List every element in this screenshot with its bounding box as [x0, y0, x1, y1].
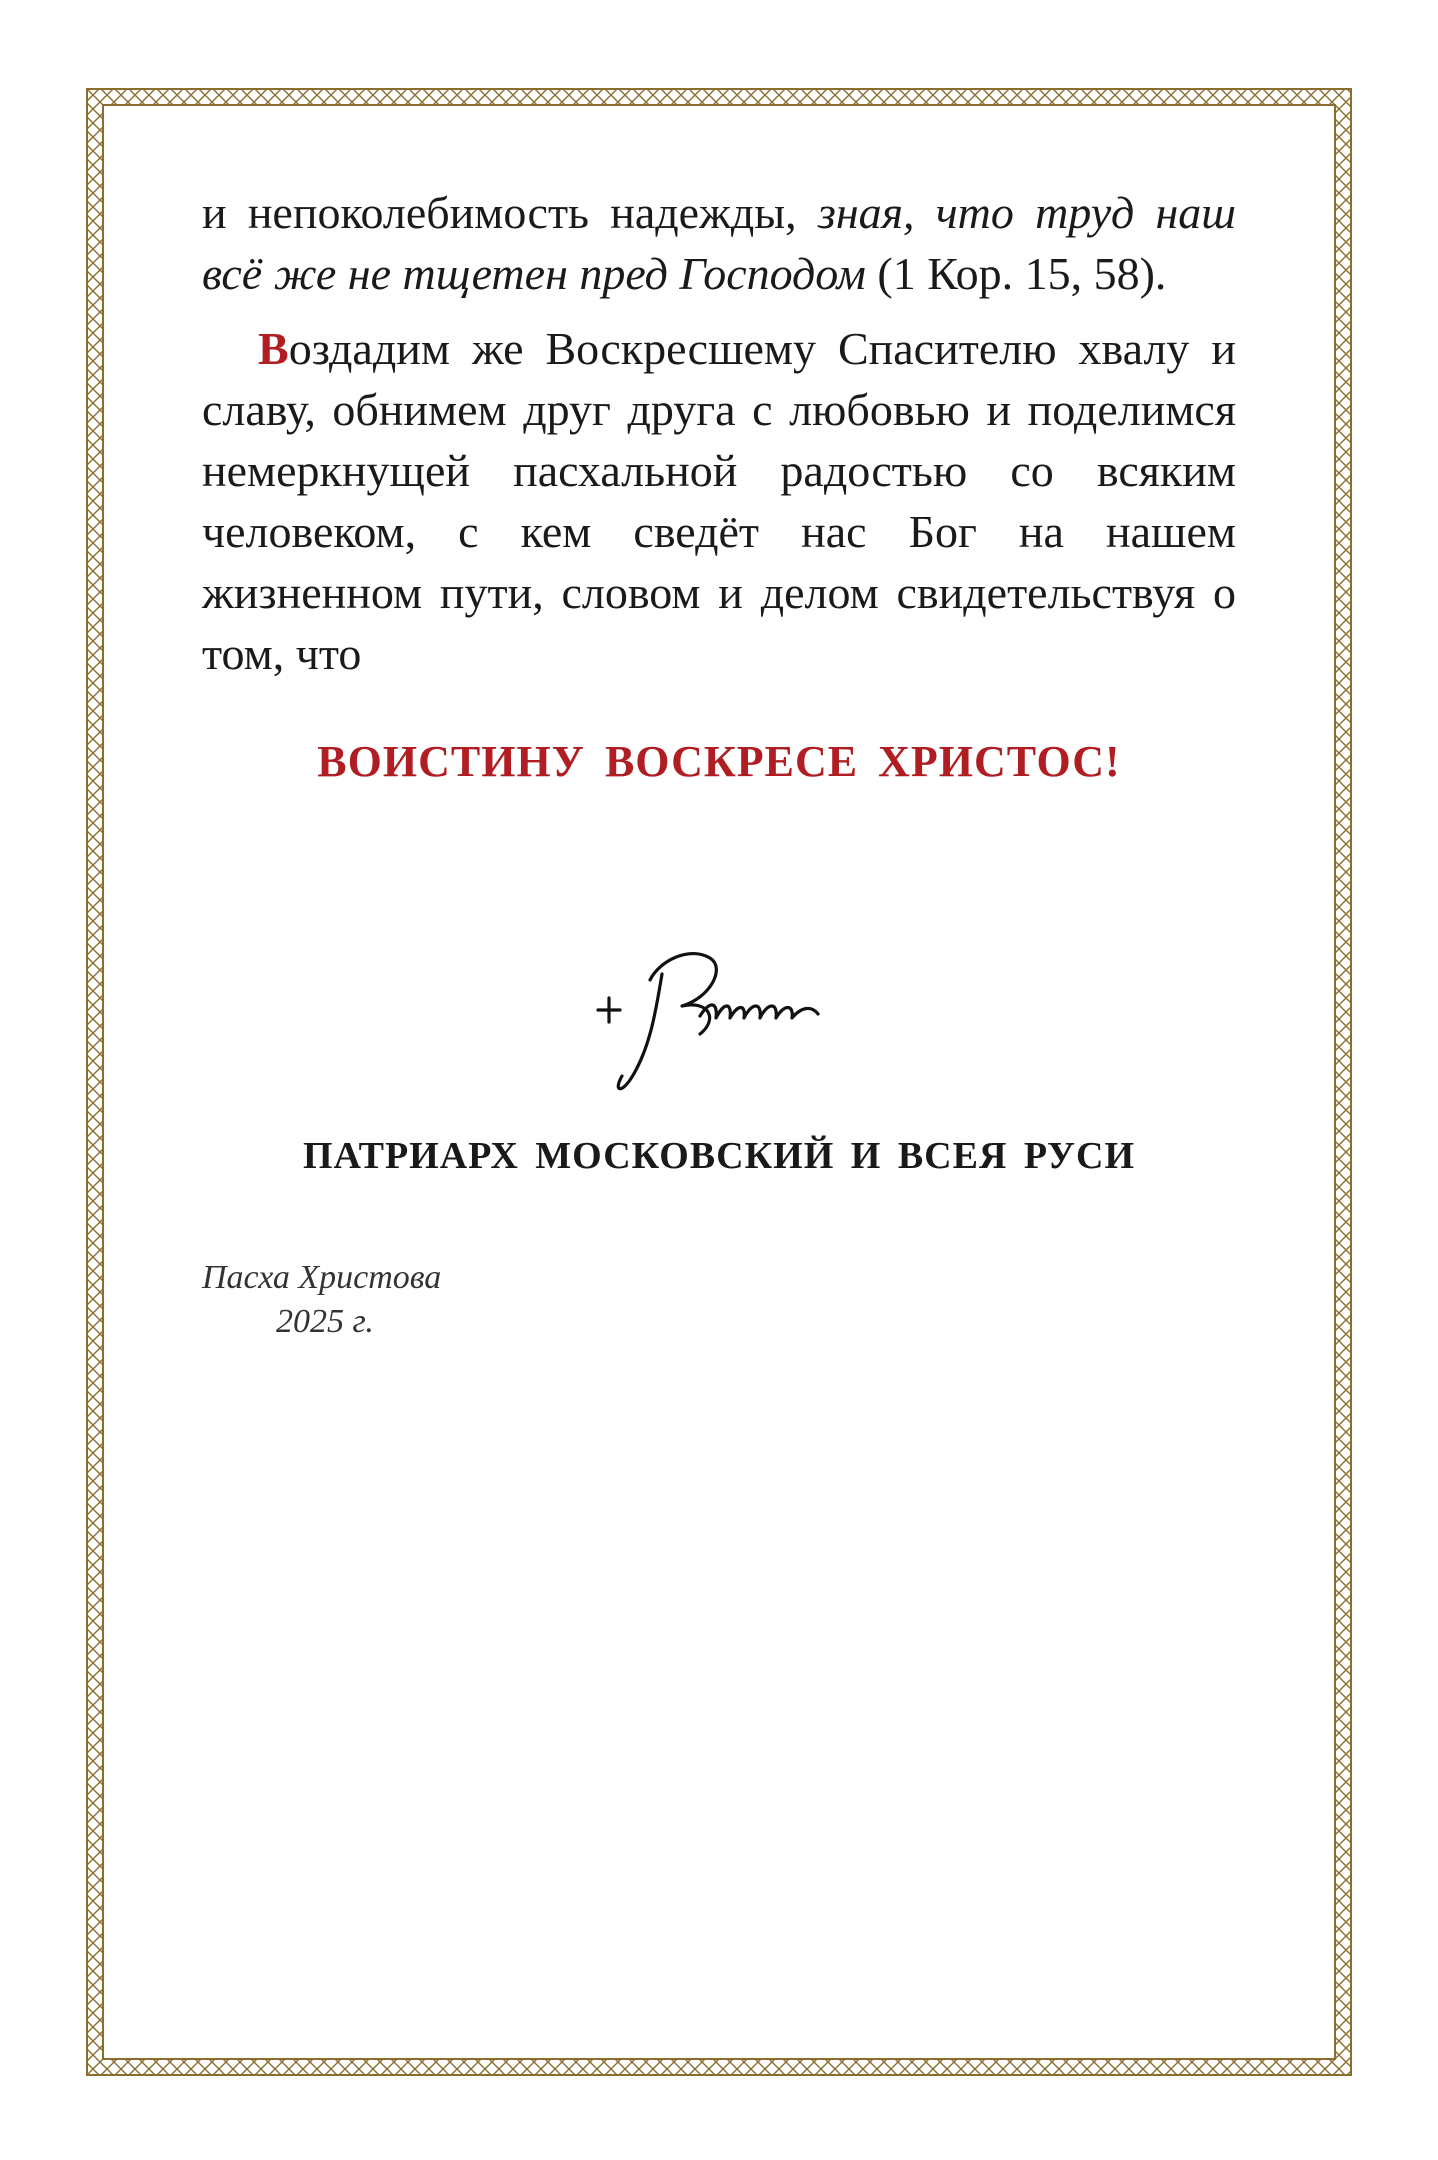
date-year: 2025 г. — [276, 1303, 374, 1340]
date-block — [202, 1256, 441, 1344]
easter-exclamation: ВОИСТИНУ ВОСКРЕСЕ ХРИСТОС! — [317, 737, 1121, 786]
letter-body — [202, 182, 1236, 787]
paragraph-continuation — [202, 182, 1236, 304]
scripture-quote: зная, что труд наш всё же не тщетен пред Господом — [202, 187, 1236, 299]
patriarch-signature — [590, 940, 860, 1100]
date-occasion: Пасха Христова — [202, 1259, 442, 1296]
paragraph-closing — [202, 318, 1236, 684]
red-initial: В — [258, 323, 289, 374]
paragraph1-lead: и непоколебимость надежды, — [202, 187, 818, 238]
signer-title: ПАТРИАРХ МОСКОВСКИЙ И ВСЕЯ РУСИ — [302, 1135, 1136, 1177]
scripture-reference: (1 Кор. 15, 58). — [865, 248, 1167, 299]
paragraph2-text: оздадим же Воскресшему Спасителю хвалу и славу, обнимем друг друга с любовью и поделимся немеркнущей пасхальной радостью со всяким человеком, с кем сведёт нас Бог на нашем жизненном пути, словом и делом свидетельствуя о том, что — [202, 323, 1236, 679]
